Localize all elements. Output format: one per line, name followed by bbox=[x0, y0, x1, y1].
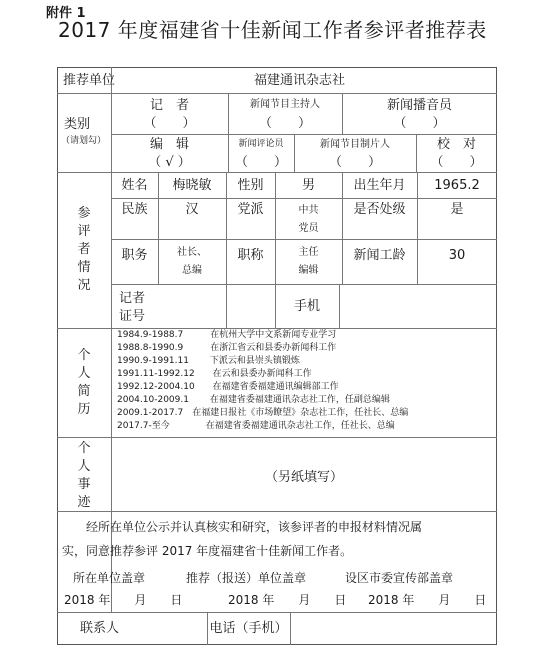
category-announcer: 新闻播音员 bbox=[386, 98, 452, 113]
date-1: 2018 年 月 日 bbox=[64, 593, 183, 607]
level-label: 是否处级 bbox=[353, 202, 406, 217]
title-value-2: 编辑 bbox=[298, 265, 319, 276]
col-divider bbox=[339, 284, 340, 328]
category-editor-mark[interactable]: （ √ ） bbox=[148, 155, 191, 170]
attachment-label: 附件 1 bbox=[46, 6, 86, 21]
contact-person-label: 联系人 bbox=[80, 621, 120, 636]
press-card-label-1: 记者 bbox=[119, 291, 146, 306]
resume-line: 2009.1-2017.7 在福建日报社《市场瞭望》杂志社工作，任社长、总编 bbox=[117, 408, 409, 418]
col-divider bbox=[290, 612, 291, 645]
category-proofreader-mark[interactable]: （ ） bbox=[430, 155, 483, 170]
years-value: 30 bbox=[448, 248, 466, 263]
row-divider bbox=[57, 328, 497, 329]
phone-label: 手机 bbox=[293, 299, 320, 314]
seal-propaganda-dept: 设区市委宣传部盖章 bbox=[345, 571, 454, 585]
resume-line: 1991.11-1992.12 在云和县委办新闻科工作 bbox=[117, 369, 312, 379]
category-producer: 新闻节目制片人 bbox=[320, 139, 390, 150]
category-note: （请划勾） bbox=[61, 136, 107, 146]
resume-line: 1984.9-1988.7 在杭州大学中文系新闻专业学习 bbox=[117, 330, 337, 340]
deeds-note: （另纸填写） bbox=[264, 470, 343, 485]
date-3: 2018 年 月 日 bbox=[368, 593, 487, 607]
resume-line: 2004.10-2009.1 在福建省委福建通讯杂志社工作，任副总编辑 bbox=[117, 395, 390, 405]
category-commentator-mark[interactable]: （ ） bbox=[234, 155, 287, 170]
ethnic-label: 民族 bbox=[121, 202, 148, 217]
resume-line: 1988.8-1990.9 在浙江省云和县委办新闻科工作 bbox=[117, 343, 337, 353]
party-label: 党派 bbox=[237, 202, 264, 217]
seal-recommender: 推荐（报送）单位盖章 bbox=[186, 571, 307, 585]
row-divider bbox=[111, 284, 497, 285]
position-label: 职务 bbox=[121, 248, 148, 263]
category-host-mark[interactable]: （ ） bbox=[258, 116, 311, 131]
date-2: 2018 年 月 日 bbox=[228, 593, 347, 607]
contact-phone-label: 电话（手机） bbox=[209, 621, 288, 636]
seal-unit: 所在单位盖章 bbox=[73, 571, 146, 585]
title-value-1: 主任 bbox=[298, 247, 319, 258]
party-value-1: 中共 bbox=[298, 205, 319, 216]
title-label: 职称 bbox=[237, 248, 264, 263]
participant-section-label: 参评者情况 bbox=[77, 206, 91, 293]
resume-line: 1990.9-1991.11 下派云和县崇头镇锻炼 bbox=[117, 356, 300, 366]
press-card-label-2: 证号 bbox=[119, 309, 146, 324]
row-divider bbox=[111, 198, 497, 199]
category-reporter-mark[interactable]: （ ） bbox=[143, 116, 196, 131]
years-label: 新闻工龄 bbox=[353, 248, 406, 263]
col-divider bbox=[226, 284, 227, 328]
position-value-1: 社长、 bbox=[177, 247, 207, 258]
row-divider bbox=[57, 511, 497, 512]
birth-label: 出生年月 bbox=[353, 178, 406, 193]
level-value: 是 bbox=[450, 202, 464, 217]
category-editor: 编 辑 bbox=[149, 137, 189, 152]
position-value-2: 总编 bbox=[182, 265, 202, 276]
row-divider bbox=[111, 239, 497, 240]
row-divider bbox=[111, 134, 497, 135]
row-divider bbox=[57, 93, 497, 94]
category-label: 类别 bbox=[64, 117, 91, 132]
resume-line: 1992.12-2004.10 在福建省委福建通讯编辑部工作 bbox=[117, 382, 339, 392]
row-divider bbox=[57, 612, 497, 613]
name-label: 姓名 bbox=[121, 178, 148, 193]
name-value: 梅晓敏 bbox=[172, 178, 212, 193]
category-producer-mark[interactable]: （ ） bbox=[328, 155, 381, 170]
category-proofreader: 校 对 bbox=[436, 137, 476, 152]
recommend-label: 推荐单位 bbox=[63, 73, 116, 88]
gender-label: 性别 bbox=[237, 178, 264, 193]
statement-line-2: 实，同意推荐参评 2017 年度福建省十佳新闻工作者。 bbox=[62, 544, 353, 558]
birth-value: 1965.2 bbox=[434, 178, 480, 193]
party-value-2: 党员 bbox=[298, 223, 319, 234]
recommend-value: 福建通讯杂志社 bbox=[254, 73, 346, 88]
category-announcer-mark[interactable]: （ ） bbox=[393, 116, 446, 131]
row-divider bbox=[57, 172, 497, 173]
resume-section-label: 个人简历 bbox=[77, 348, 91, 417]
deeds-section-label: 个人事迹 bbox=[77, 441, 91, 510]
category-reporter: 记 者 bbox=[149, 98, 189, 113]
row-divider bbox=[57, 437, 497, 438]
category-host: 新闻节目主持人 bbox=[250, 99, 320, 110]
category-commentator: 新闻评论员 bbox=[238, 139, 284, 149]
form-title: 2017 年度福建省十佳新闻工作者参评者推荐表 bbox=[58, 18, 487, 42]
ethnic-value: 汉 bbox=[185, 202, 199, 217]
statement-line-1: 经所在单位公示并认真核实和研究，该参评者的申报材料情况属 bbox=[86, 520, 423, 534]
gender-value: 男 bbox=[301, 178, 315, 193]
resume-line: 2017.7-至今 在福建省委福建通讯杂志社工作，任社长、总编 bbox=[117, 421, 395, 431]
